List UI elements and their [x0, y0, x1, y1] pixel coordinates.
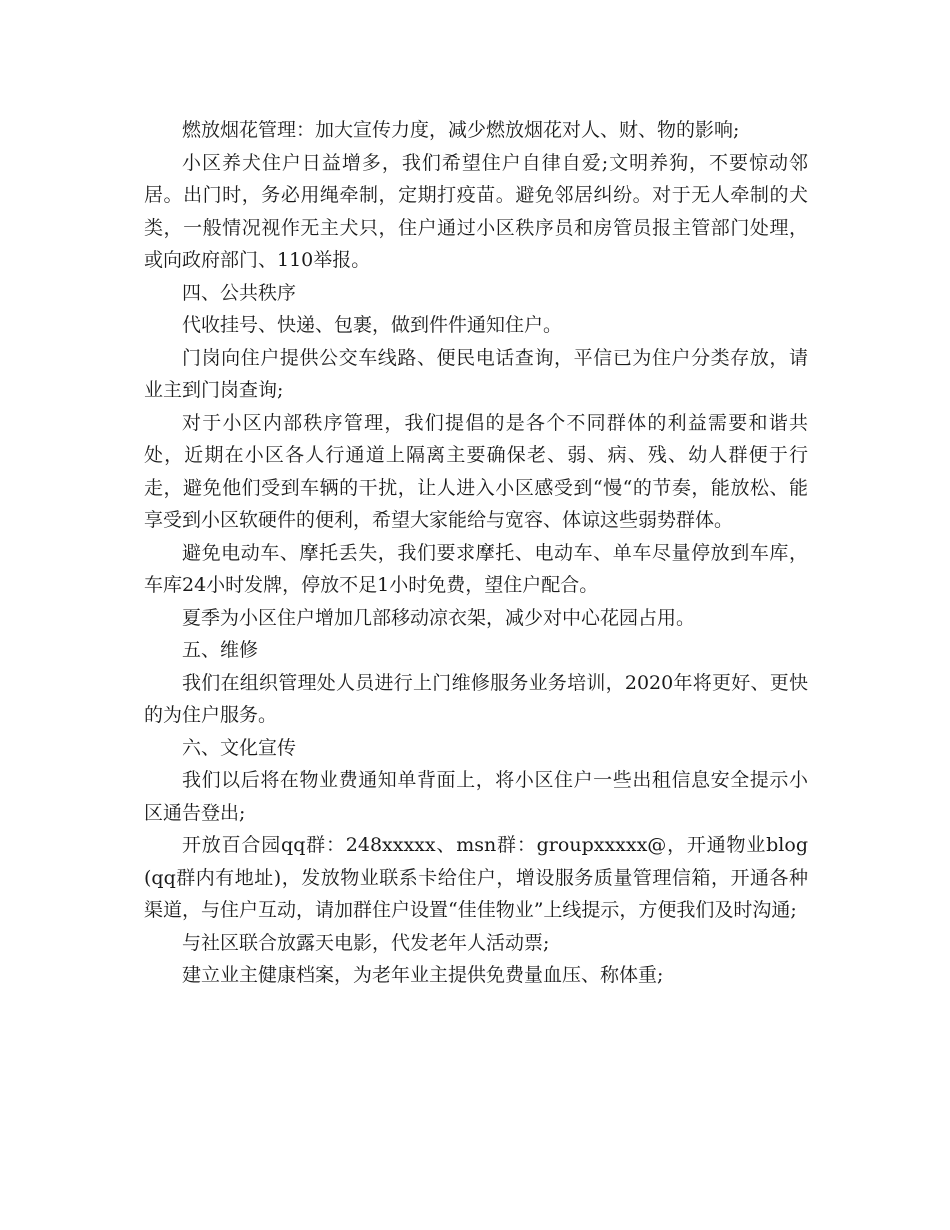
paragraph-parcel-collection: 代收挂号、快递、包裹，做到件件通知住户。	[182, 314, 563, 336]
paragraph-online-groups: 开放百合园qq群：248xxxxx、msn群：groupxxxxx@，开通物业blog(qq群内有地址)，发放物业联系卡给住户，增设服务质量管理信箱，开通各种渠道，与住户互动，请加群住户设置“佳佳物业”上线提示，方便我们及时沟通;	[144, 834, 808, 921]
section-heading-culture-publicity: 六、文化宣传	[182, 736, 297, 759]
section-heading-public-order: 四、公共秩序	[182, 281, 297, 304]
paragraph-outdoor-movies: 与社区联合放露天电影，代发老年人活动票;	[182, 931, 550, 954]
paragraph-vehicle-parking: 避免电动车、摩托丢失，我们要求摩托、电动车、单车尽量停放到车库，车库24小时发牌，停放不足1小时免费，望住户配合。	[144, 541, 808, 596]
paragraph-drying-racks: 夏季为小区住户增加几部移动凉衣架，减少对中心花园占用。	[182, 606, 696, 629]
section-heading-maintenance: 五、维修	[182, 639, 259, 661]
paragraph-internal-order: 对于小区内部秩序管理，我们提倡的是各个不同群体的利益需要和谐共处，近期在小区各人行通道上隔离主要确保老、弱、病、残、幼人群便于行走，避免他们受到车辆的干扰，让人进入小区感受到“慢“的节奏，能放松、能享受到小区软硬件的便利，希望大家能给与宽容、体谅这些弱势群体。	[144, 411, 808, 531]
paragraph-fee-notice: 我们以后将在物业费通知单背面上，将小区住户一些出租信息安全提示小区通告登出;	[144, 769, 808, 824]
paragraph-fireworks-management: 燃放烟花管理：加大宣传力度，减少燃放烟花对人、财、物的影响;	[182, 119, 740, 141]
paragraph-maintenance-training: 我们在组织管理处人员进行上门维修服务业务培训，2020年将更好、更快的为住户服务。	[144, 671, 808, 726]
paragraph-dog-keeping: 小区养犬住户日益增多，我们希望住户自律自爱;文明养狗，不要惊动邻居。出门时，务必用绳牵制，定期打疫苗。避免邻居纠纷。对于无人牵制的犬类，一般情况视作无主犬只，住户通过小区秩序员和房管员报主管部门处理，或向政府部门、110举报。	[144, 151, 808, 271]
paragraph-health-records: 建立业主健康档案，为老年业主提供免费量血压、称体重;	[182, 964, 664, 986]
document-body	[144, 114, 808, 992]
paragraph-gate-services: 门岗向住户提供公交车线路、便民电话查询，平信已为住户分类存放，请业主到门岗查询;	[144, 346, 808, 401]
